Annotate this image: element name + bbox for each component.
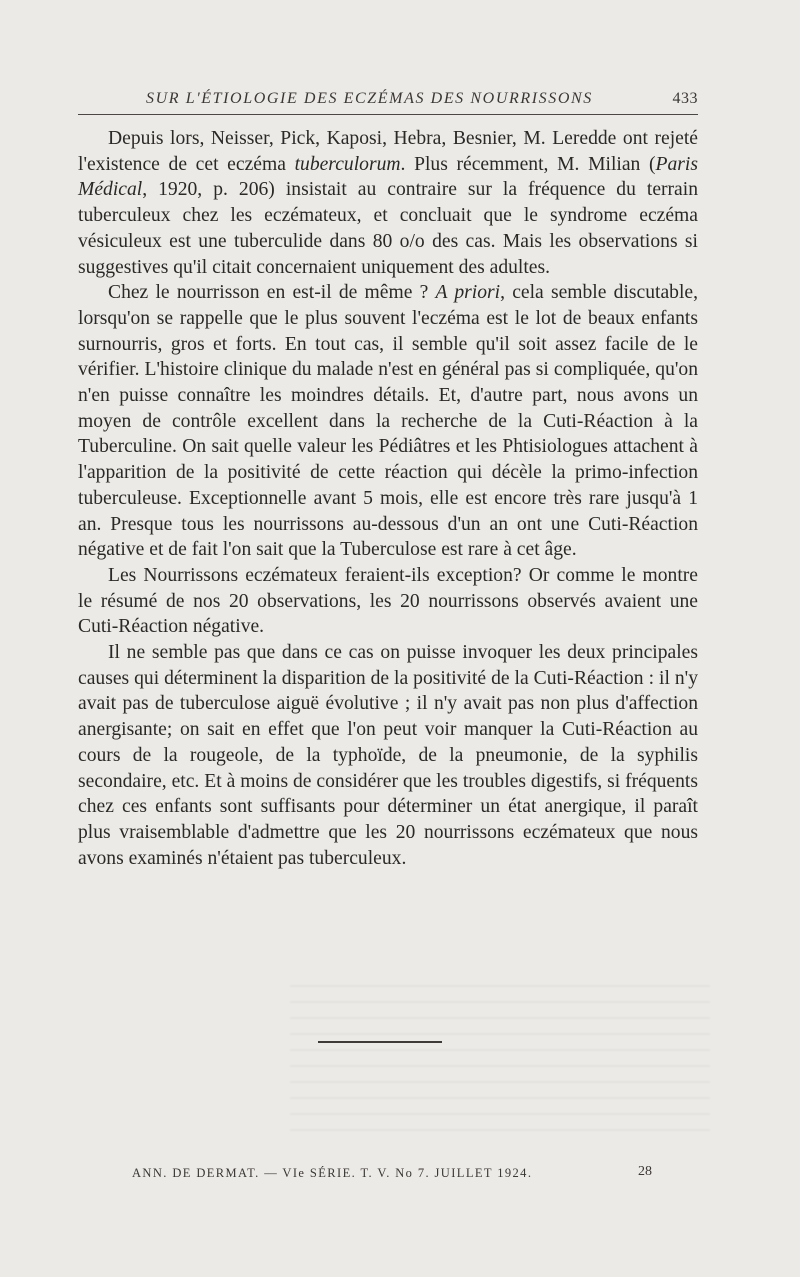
journal-citation: ANN. DE DERMAT. — VIe SÉRIE. T. V. No 7. JUILLET 1924. [132, 1166, 533, 1180]
section-end-rule [318, 1041, 442, 1043]
footer [132, 1166, 652, 1188]
italic-run: A priori [435, 282, 501, 304]
text-run: , cela semble discutable, lorsqu'on se rappelle que le plus souvent l'eczéma est le lot de beaux enfants surnourris, gros et forts. En tout cas, il semble qu'il soit assez facile de le vérifier. L'histoire clinique du malade n'est en général pas si compliquée, qu'on n'en puisse connaître les moindres détails. Et, d'autre part, nous avons un moyen de contrôle excellent dans la recherche de la Cuti-Réaction à la Tuberculine. On sait quelle valeur les Pédiâtres et les Phtisiologues attachent à l'apparition de la positivité de cette réaction qui décèle la primo-infection tuberculeuse. Exceptionnelle avant 5 mois, elle est encore très rare jusqu'à 1 an. Presque tous les nourrissons au-dessous d'un an ont une Cuti-Réaction négative et de fait l'on sait que la Tuberculose est rare à cet âge. [78, 282, 698, 561]
text-run: , 1920, p. 206) insistait au contraire sur la fréquence du terrain tuberculeux chez les eczémateux, et concluait que le syndrome eczéma vésiculeux est une tuberculide dans 80 o/o des cas. Mais les observations si suggestives qu'il citait concernaient uniquement des adultes. [78, 179, 698, 278]
running-title: SUR L'ÉTIOLOGIE DES ECZÉMAS DES NOURRISSONS [146, 90, 593, 107]
signature-number: 28 [638, 1164, 652, 1179]
text-run: . Plus récemment, M. Milian ( [400, 153, 656, 175]
paragraph [78, 280, 698, 563]
text-run: Depuis lors, Neisser, Pick, Kaposi, Hebra, Besnier, M. Leredde ont rejeté l'existence de cet eczéma [78, 128, 698, 175]
body-text [78, 126, 698, 871]
show-through-texture [290, 985, 710, 1145]
italic-run: tuberculorum [294, 153, 401, 175]
italic-run: Paris Médical [78, 153, 698, 201]
running-head [78, 88, 698, 112]
paragraph [78, 126, 698, 280]
page-number: 433 [672, 90, 698, 107]
header-rule [78, 114, 698, 115]
paragraph [78, 640, 698, 871]
text-run: Chez le nourrisson en est-il de même ? [108, 282, 436, 304]
paragraph [78, 563, 698, 640]
text-run: Il ne semble pas que dans ce cas on puisse invoquer les deux principales causes qui déterminent la disparition de la positivité de la Cuti-Réaction : il n'y avait pas de tuberculose aiguë évolutive ; il n'y avait pas non plus d'affection anergisante; on sait en effet que l'on peut voir manquer la Cuti-Réaction au cours de la rougeole, de la typhoïde, de la pneumonie, de la syphilis secondaire, etc. Et à moins de considérer que les troubles digestifs, si fréquents chez ces enfants sont suffisants pour déterminer un état anergique, il paraît plus vraisemblable d'admettre que les 20 nourrissons eczémateux que nous avons examinés n'étaient pas tuberculeux. [78, 642, 698, 869]
text-run: Les Nourrissons eczémateux feraient-ils exception? Or comme le montre le résumé de nos 20 observations, les 20 nourrissons observés avaient une Cuti-Réaction négative. [78, 564, 698, 638]
